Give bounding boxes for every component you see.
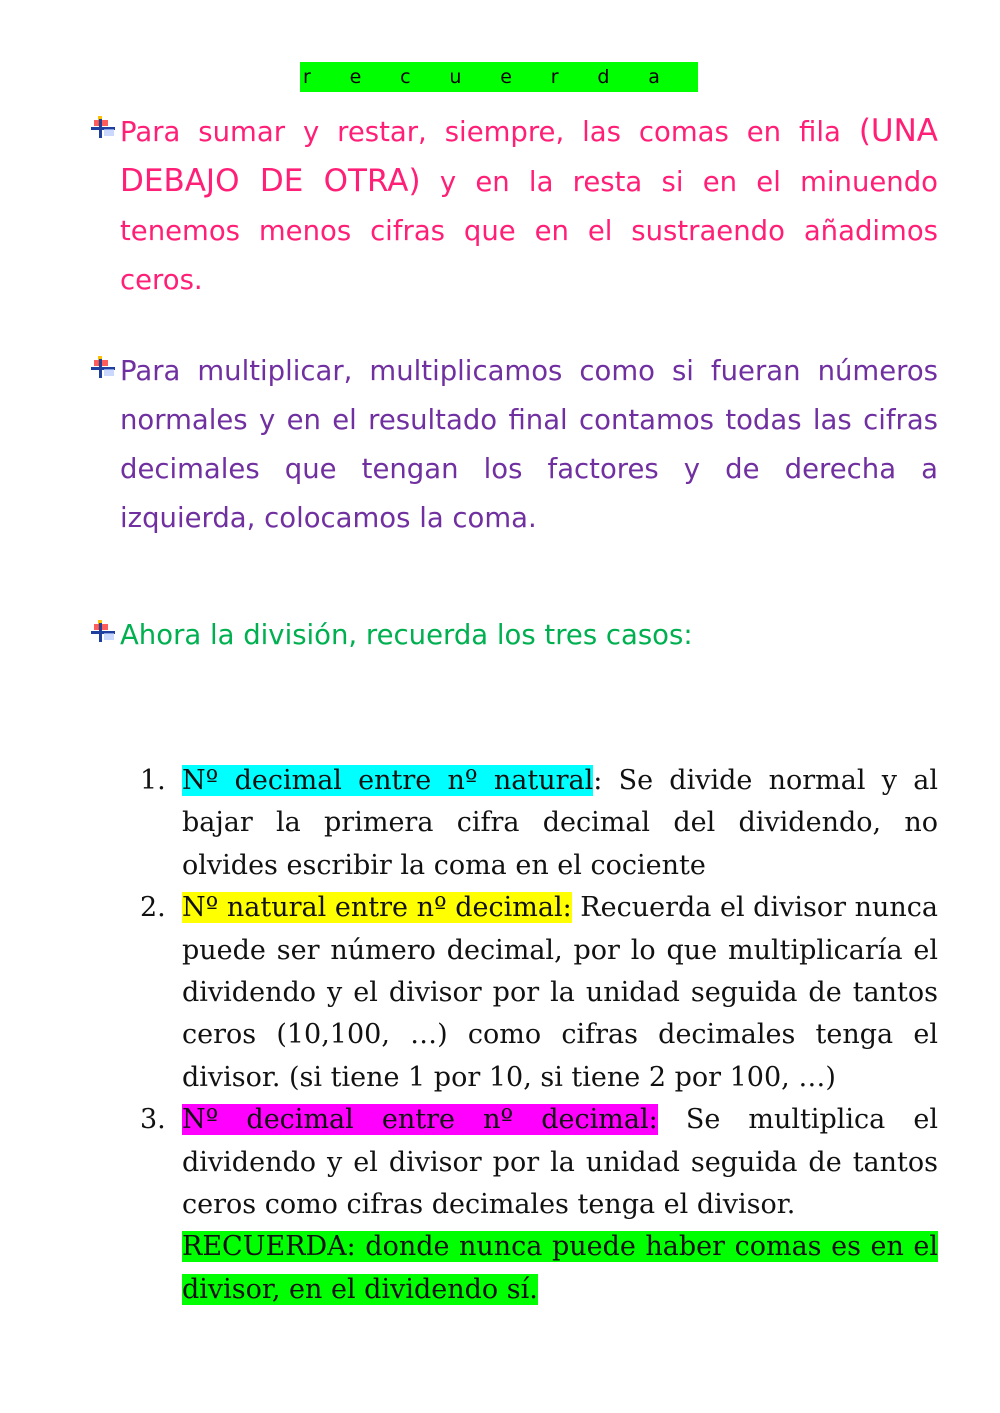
- bullet-text: Para sumar y restar, siempre, las comas en fila: [120, 116, 859, 148]
- bullet-division: [88, 611, 938, 660]
- title-letter: c: [400, 66, 411, 88]
- title-letter: e: [500, 66, 512, 88]
- case-label: Nº decimal entre nº decimal:: [182, 1104, 658, 1136]
- page-title: [300, 62, 698, 92]
- case-body: Recuerda el divisor nunca puede ser número decimal, por lo que multiplicaría el dividendo y el divisor por la unidad seguida de tantos ceros (10,100, …) como cifras decimales tenga el divisor. (si tiene 1 por 10, si tiene 2 por 100, …): [182, 892, 938, 1093]
- list-item: [140, 760, 938, 887]
- bullet-sum-subtract: [88, 107, 938, 305]
- list-number: 2.: [140, 892, 166, 924]
- bullet-text: Ahora la división, recuerda los tres casos:: [120, 619, 693, 651]
- title-letter: r: [303, 66, 311, 88]
- arrow-bullet-icon: [88, 354, 120, 382]
- list-number: 3.: [140, 1104, 166, 1136]
- arrow-bullet-icon: [88, 618, 120, 646]
- bullet-text: y en la resta si en el minuendo tenemos menos cifras que en el sustraendo añadimos ceros.: [120, 166, 939, 296]
- case-body: Se multiplica el dividendo y el divisor por la unidad seguida de tantos ceros como cifras decimales tenga el divisor.: [182, 1104, 938, 1221]
- title-letter: r: [550, 66, 559, 88]
- title-letter: e: [349, 66, 362, 88]
- case-body: Se divide normal y al bajar la primera cifra decimal del dividendo, no olvides escribir la coma en el cociente: [182, 765, 938, 881]
- list-item: [140, 887, 938, 1099]
- bullet-text: Para multiplicar, multiplicamos como si fueran números normales y en el resultado final contamos todas las cifras decimales que tengan los factores y de derecha a izquierda, colocamos la coma.: [120, 355, 938, 534]
- list-item: [140, 1099, 938, 1226]
- case-separator: :: [593, 765, 603, 796]
- bullet-text-caps: (UNA DEBAJO DE OTRA): [120, 113, 938, 199]
- case-label: Nº natural entre nº decimal:: [182, 892, 572, 924]
- title-letter: a: [648, 66, 660, 88]
- list-number: 1.: [140, 765, 166, 796]
- title-letter: d: [597, 66, 610, 88]
- division-cases-list: [140, 760, 938, 1311]
- case-label: Nº decimal entre nº natural: [182, 765, 594, 796]
- title-letter: u: [449, 66, 462, 88]
- bullet-multiply: [88, 347, 938, 543]
- reminder-text: RECUERDA: donde nunca puede haber comas es en el divisor, en el dividendo sí.: [182, 1231, 938, 1305]
- title-banner: [300, 62, 698, 92]
- arrow-bullet-icon: [88, 114, 120, 142]
- reminder-note: [140, 1226, 938, 1311]
